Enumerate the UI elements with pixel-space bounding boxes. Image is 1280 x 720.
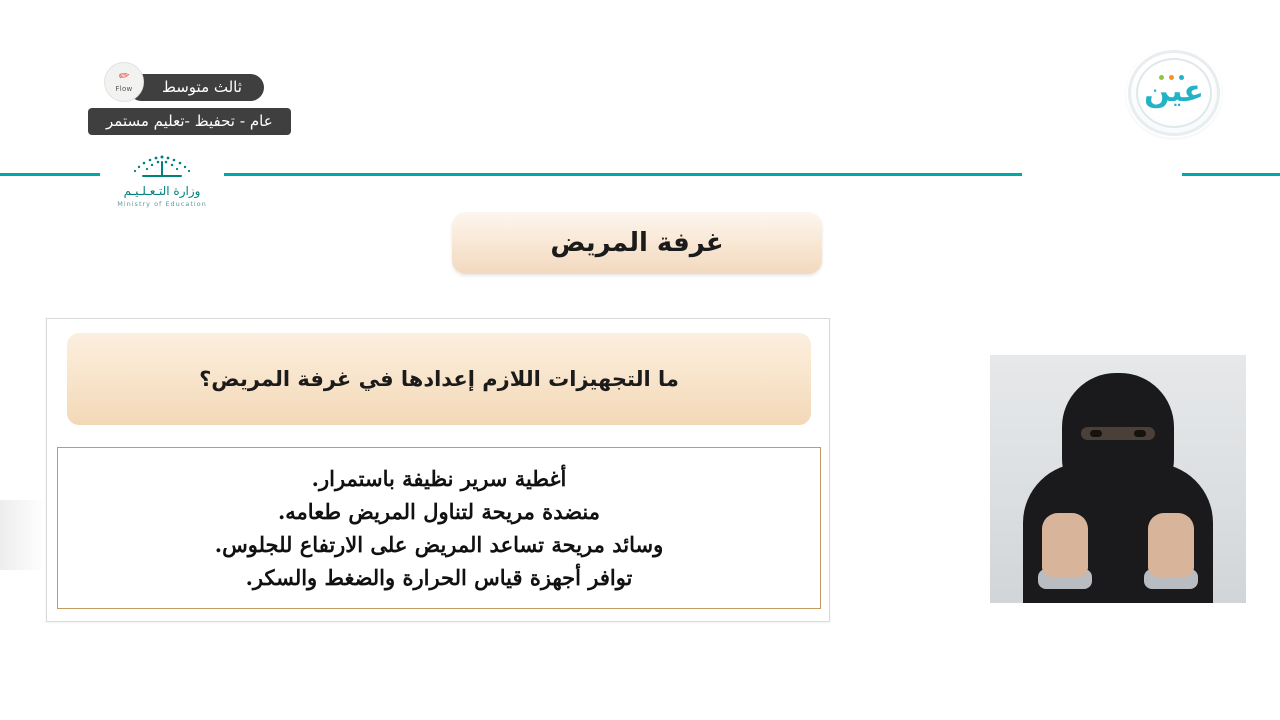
corner-shadow xyxy=(0,500,46,570)
ministry-name-ar: وزارة التـعـلـيـم xyxy=(123,184,201,198)
flow-badge-label: Flow xyxy=(115,85,133,93)
content-card xyxy=(46,318,830,622)
divider-gap xyxy=(1022,170,1182,179)
answer-line: وسائد مريحة تساعد المريض على الارتفاع للجلوس. xyxy=(214,532,664,557)
answer-line: توافر أجهزة قياس الحرارة والضغط والسكر. xyxy=(245,565,633,591)
answer-line: أغطية سرير نظيفة باستمرار. xyxy=(311,465,567,491)
answer-line: منضدة مريحة لتناول المريض طعامه. xyxy=(277,498,601,524)
ein-logo-word: عين xyxy=(1144,73,1204,109)
palm-tree-icon xyxy=(118,154,206,180)
ministry-name-en: Ministry of Education xyxy=(117,200,207,208)
interpreter-hand-left xyxy=(1042,513,1088,577)
lesson-title-capsule xyxy=(452,212,822,274)
sign-language-video xyxy=(990,355,1246,603)
question-box xyxy=(67,333,811,425)
interpreter-hand-right xyxy=(1148,513,1194,577)
subject-pill: عام - تحفيظ -تعليم مستمر xyxy=(88,108,291,135)
flow-badge xyxy=(104,62,144,102)
grade-pill: ثالث متوسط xyxy=(128,74,264,101)
ministry-logo xyxy=(100,150,224,228)
pencil-icon: ✏ xyxy=(117,68,131,85)
lesson-title: غرفة المريض xyxy=(550,228,724,258)
answer-box xyxy=(57,447,821,609)
interpreter-eyes xyxy=(1081,427,1155,440)
question-text: ما التجهيزات اللازم إعدادها في غرفة المريض؟ xyxy=(199,366,679,391)
ein-logo xyxy=(1128,50,1220,136)
